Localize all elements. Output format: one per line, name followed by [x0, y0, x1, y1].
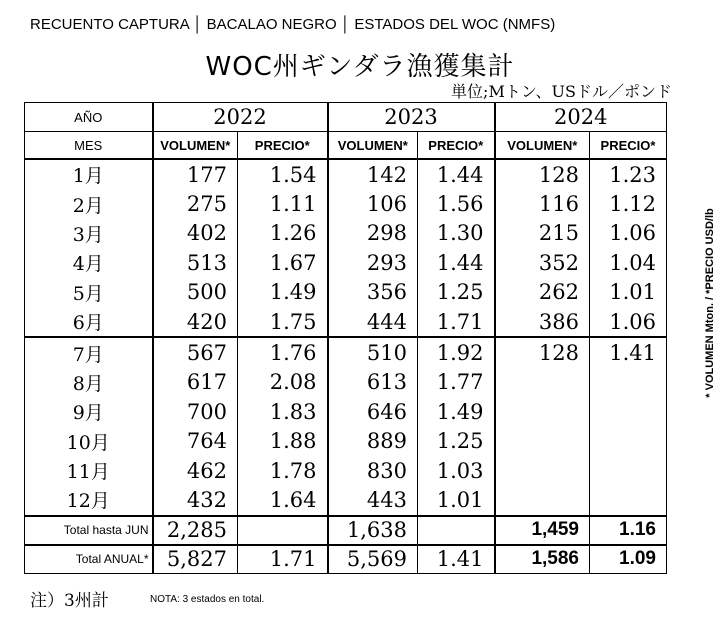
column-header: VOLUMEN* [495, 132, 590, 160]
ano-label: AÑO [25, 103, 153, 132]
value-cell: 830 [328, 456, 418, 485]
value-cell: 443 [328, 485, 418, 515]
value-cell: 402 [153, 219, 238, 248]
total-value-cell [238, 516, 328, 545]
value-cell: 510 [328, 337, 418, 367]
value-cell: 1.01 [590, 278, 667, 307]
value-cell: 275 [153, 189, 238, 218]
table-row [25, 427, 667, 456]
total-row [25, 545, 667, 574]
value-cell: 1.23 [590, 159, 667, 189]
value-cell: 1.44 [418, 248, 495, 277]
value-cell: 1.56 [418, 189, 495, 218]
value-cell: 1.83 [238, 397, 328, 426]
mes-label: MES [25, 132, 153, 160]
column-header: VOLUMEN* [328, 132, 418, 160]
total-value-cell: 1.71 [238, 545, 328, 574]
value-cell [590, 368, 667, 397]
table-row [25, 397, 667, 426]
value-cell: 177 [153, 159, 238, 189]
value-cell: 1.06 [590, 307, 667, 337]
year-header: 2024 [495, 103, 667, 132]
value-cell: 352 [495, 248, 590, 277]
value-cell: 1.76 [238, 337, 328, 367]
month-cell: 1月 [25, 159, 153, 189]
value-cell: 1.11 [238, 189, 328, 218]
value-cell: 356 [328, 278, 418, 307]
total-value-cell: 1.09 [590, 545, 667, 574]
table-row [25, 189, 667, 218]
total-value-cell [418, 516, 495, 545]
column-header: PRECIO* [238, 132, 328, 160]
table-row [25, 456, 667, 485]
table-row [25, 368, 667, 397]
value-cell: 500 [153, 278, 238, 307]
month-cell: 2月 [25, 189, 153, 218]
month-cell: 7月 [25, 337, 153, 367]
total-value-cell: 1,638 [328, 516, 418, 545]
value-cell [590, 456, 667, 485]
value-cell: 1.25 [418, 427, 495, 456]
value-cell: 142 [328, 159, 418, 189]
value-cell: 1.71 [418, 307, 495, 337]
total-value-cell: 5,827 [153, 545, 238, 574]
vertical-units-text: * VOLUMEN Mton. / *PRECIO USD/lb [704, 208, 716, 398]
total-value-cell: 1,586 [495, 545, 590, 574]
unit-label: 単位;Mトン、USドル／ポンド [451, 82, 672, 101]
value-cell: 1.44 [418, 159, 495, 189]
table-row [25, 248, 667, 277]
value-cell: 2.08 [238, 368, 328, 397]
value-cell: 1.06 [590, 219, 667, 248]
month-cell: 10月 [25, 427, 153, 456]
total-value-cell: 2,285 [153, 516, 238, 545]
value-cell: 432 [153, 485, 238, 515]
value-cell: 1.25 [418, 278, 495, 307]
value-cell: 1.77 [418, 368, 495, 397]
year-header: 2022 [153, 103, 328, 132]
value-cell: 106 [328, 189, 418, 218]
value-cell: 889 [328, 427, 418, 456]
value-cell: 1.92 [418, 337, 495, 367]
month-cell: 8月 [25, 368, 153, 397]
value-cell: 1.75 [238, 307, 328, 337]
total-label: Total hasta JUN [25, 516, 153, 545]
value-cell [495, 485, 590, 515]
note-text: NOTA: 3 estados en total. [150, 594, 265, 605]
value-cell: 1.78 [238, 456, 328, 485]
column-header: PRECIO* [590, 132, 667, 160]
value-cell: 116 [495, 189, 590, 218]
month-cell: 5月 [25, 278, 153, 307]
table-row [25, 219, 667, 248]
value-cell [495, 368, 590, 397]
value-cell: 1.30 [418, 219, 495, 248]
value-cell [495, 456, 590, 485]
value-cell: 1.88 [238, 427, 328, 456]
table-row [25, 485, 667, 515]
total-value-cell: 1.41 [418, 545, 495, 574]
month-cell: 11月 [25, 456, 153, 485]
value-cell: 1.64 [238, 485, 328, 515]
month-cell: 12月 [25, 485, 153, 515]
value-cell: 1.26 [238, 219, 328, 248]
value-cell [495, 427, 590, 456]
value-cell: 764 [153, 427, 238, 456]
value-cell: 462 [153, 456, 238, 485]
total-value-cell: 1.16 [590, 516, 667, 545]
value-cell: 700 [153, 397, 238, 426]
note-japanese: 注）3州計 [30, 591, 109, 611]
value-cell: 128 [495, 337, 590, 367]
table-row [25, 278, 667, 307]
value-cell: 1.54 [238, 159, 328, 189]
value-cell: 513 [153, 248, 238, 277]
catch-table [24, 102, 667, 574]
value-cell: 128 [495, 159, 590, 189]
value-cell: 617 [153, 368, 238, 397]
value-cell: 1.49 [418, 397, 495, 426]
table-row [25, 307, 667, 337]
month-cell: 9月 [25, 397, 153, 426]
value-cell [590, 427, 667, 456]
value-cell: 1.01 [418, 485, 495, 515]
value-cell: 444 [328, 307, 418, 337]
value-cell: 420 [153, 307, 238, 337]
total-row [25, 516, 667, 545]
month-cell: 3月 [25, 219, 153, 248]
vertical-units-label [703, 93, 717, 513]
year-header: 2023 [328, 103, 495, 132]
value-cell: 1.03 [418, 456, 495, 485]
value-cell: 1.12 [590, 189, 667, 218]
table-row [25, 337, 667, 367]
total-value-cell: 5,569 [328, 545, 418, 574]
value-cell: 262 [495, 278, 590, 307]
value-cell: 1.04 [590, 248, 667, 277]
month-cell: 6月 [25, 307, 153, 337]
value-cell [590, 397, 667, 426]
header-title: RECUENTO CAPTURA │ BACALAO NEGRO │ ESTADOS DEL WOC (NMFS) [30, 16, 556, 33]
column-header: PRECIO* [418, 132, 495, 160]
value-cell: 646 [328, 397, 418, 426]
column-header: VOLUMEN* [153, 132, 238, 160]
value-cell: 1.67 [238, 248, 328, 277]
total-label: Total ANUAL* [25, 545, 153, 574]
total-value-cell: 1,459 [495, 516, 590, 545]
value-cell: 1.49 [238, 278, 328, 307]
month-cell: 4月 [25, 248, 153, 277]
value-cell [495, 397, 590, 426]
value-cell: 298 [328, 219, 418, 248]
value-cell: 386 [495, 307, 590, 337]
value-cell: 1.41 [590, 337, 667, 367]
japanese-title: WOC州ギンダラ漁獲集計 [205, 52, 515, 82]
value-cell: 293 [328, 248, 418, 277]
value-cell: 567 [153, 337, 238, 367]
table-row [25, 159, 667, 189]
value-cell: 215 [495, 219, 590, 248]
value-cell [590, 485, 667, 515]
value-cell: 613 [328, 368, 418, 397]
